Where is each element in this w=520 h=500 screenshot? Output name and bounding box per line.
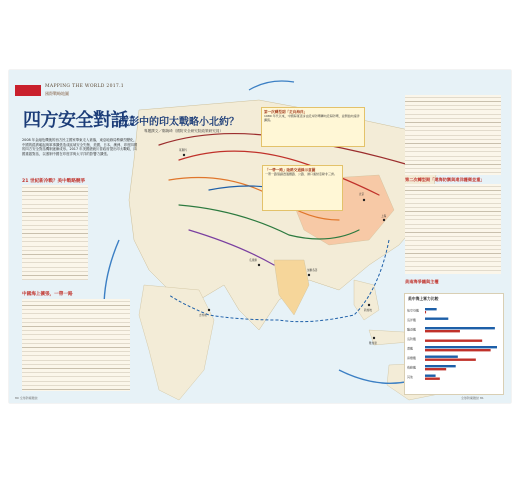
chart-bar [425, 346, 497, 348]
headline: 四方安全對話： [23, 110, 146, 131]
chart-category-label: 航空母艦 [407, 308, 420, 313]
section-title-1: 21 世紀新冷戰？美中戰略競爭 [22, 179, 86, 184]
chart-bar [425, 349, 491, 351]
chart-bar [425, 308, 437, 310]
chart-category-label: 巡洋艦 [407, 318, 417, 322]
map-label-jakarta: 雅加達 [369, 342, 377, 345]
chart-bar [425, 311, 426, 313]
body-column-1 [22, 185, 88, 280]
chart-category-label: 巡防艦 [407, 337, 417, 341]
right-column-mid [405, 184, 501, 274]
bar-chart [405, 302, 503, 392]
chart-category-label: 後勤艦 [407, 365, 417, 370]
lead-paragraph: 2008 年金融危機後的西方民主國家華東走入衰落，東亞地緣局勢劇烈變化，中國的經濟崛起與軍事擴張造成區域安全失衡，美國、日本、澳洲、印度四國的四方安全對話機制逐漸成形。2017 年美國總統川普政府提出印太戰略，四國重啟對話，以遏制中國在印度洋與太平洋的影響力擴張。 [22, 138, 138, 156]
section-title-2: 中國海上擴張，一帶一路 [22, 292, 73, 297]
magazine-logo [15, 85, 41, 96]
header-series: MAPPING THE WORLD 2017.1 [45, 84, 124, 89]
map-label-kolkata: 加爾各答 [307, 269, 318, 272]
page-number-left: 80 全球防衛雜誌 [15, 396, 38, 400]
body-column-2 [22, 299, 130, 391]
chart-bar [425, 365, 456, 367]
subheadline: 成形中的印太戰略小北約？ [119, 117, 239, 128]
map-label-moscow: 莫斯科 [179, 149, 187, 152]
chart-bar [425, 356, 458, 358]
chart-category-label: 兩棲艦 [407, 356, 417, 360]
map-label-djibouti: 吉布地 [199, 314, 207, 317]
right-title-2: 美南海爭議與主權 [405, 279, 439, 284]
chart-bar [425, 359, 476, 361]
callout-phase-one-title: 第一次轉型期「走向海洋」 [264, 110, 308, 114]
chart-category-label: 驅逐艦 [407, 327, 417, 332]
chart-category-label: 其他 [407, 375, 414, 379]
page-number-right: 全球防衛雜誌 81 [461, 396, 484, 400]
map-label-singapore: 新加坡 [364, 309, 372, 312]
map-label-shanghai: 上海 [381, 215, 387, 218]
chart-bar [425, 318, 448, 320]
chart-bar [425, 340, 482, 342]
map-label-beijing: 北京 [359, 193, 365, 196]
right-title-1: 第二次轉型期「遠海防禦與遠洋護衛並重」 [405, 177, 485, 182]
header-section: 國際戰略地圖 [45, 91, 69, 96]
callout-phase-one-body: 1980 年代以來，中國海軍逐步由近岸防禦轉向近海防禦，並開始向遠洋擴張。 [264, 114, 360, 122]
chart-bar [425, 327, 495, 329]
map-label-gwadar: 瓜達爾 [249, 259, 257, 262]
callout-belt-road-body: 一帶一路倡議透過鐵路、公路、港口連結亞歐非三洲。 [265, 172, 338, 176]
bar-chart-panel [404, 293, 504, 395]
chart-bar [425, 368, 446, 370]
right-column-top [405, 95, 501, 175]
callout-belt-road-title: 「一帶一路」陸路交通線示意圖 [265, 168, 316, 172]
chart-bar [425, 330, 460, 332]
callout-phase-one [261, 107, 365, 147]
callout-belt-road [262, 165, 343, 211]
chart-category-label: 潛艦 [407, 346, 414, 351]
byline: 專題撰文／鄭婉琦（國防安全研究院政策研究員） [144, 129, 224, 133]
chart-bar [425, 378, 440, 380]
chart-bar [425, 375, 436, 377]
chart-title: 美中海上軍力比較 [408, 296, 439, 301]
magazine-spread [9, 70, 511, 403]
